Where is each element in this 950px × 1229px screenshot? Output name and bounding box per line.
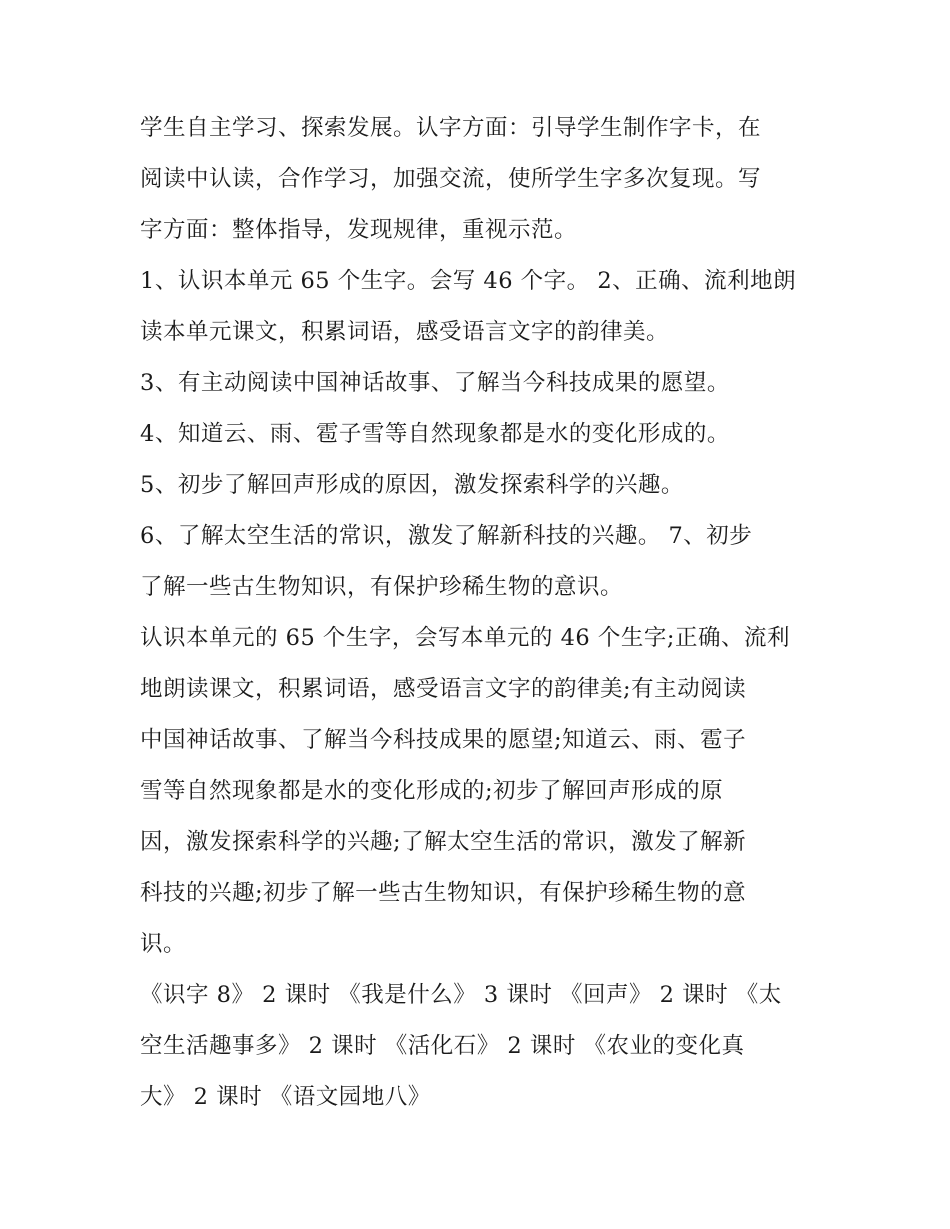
text-line: 4、知道云、雨、雹子雪等自然现象都是水的变化形成的。 bbox=[140, 421, 730, 447]
text-line: 空生活趣事多》 2 课时 《活化石》 2 课时 《农业的变化真 bbox=[140, 1033, 745, 1059]
text-line: 1、认识本单元 65 个生字。会写 46 个字。 2、正确、流利地朗 bbox=[140, 268, 797, 294]
text-line: 3、有主动阅读中国神话故事、了解当今科技成果的愿望。 bbox=[140, 370, 730, 396]
text-line: 科技的兴趣;初步了解一些古生物知识，有保护珍稀生物的意 bbox=[140, 880, 747, 906]
text-line: 地朗读课文，积累词语，感受语言文字的韵律美;有主动阅读 bbox=[140, 676, 747, 702]
text-line: 6、了解太空生活的常识，激发了解新科技的兴趣。 7、初步 bbox=[140, 523, 753, 549]
text-line: 字方面：整体指导，发现规律，重视示范。 bbox=[140, 217, 578, 243]
text-line: 因，激发探索科学的兴趣;了解太空生活的常识，激发了解新 bbox=[140, 829, 747, 855]
text-line: 雪等自然现象都是水的变化形成的;初步了解回声形成的原 bbox=[140, 778, 724, 804]
text-line: 学生自主学习、探索发展。认字方面：引导学生制作字卡，在 bbox=[140, 115, 762, 141]
text-line: 《识字 8》 2 课时 《我是什么》 3 课时 《回声》 2 课时 《太 bbox=[140, 982, 782, 1008]
text-line: 中国神话故事、了解当今科技成果的愿望;知道云、雨、雹子 bbox=[140, 727, 747, 753]
text-line: 大》 2 课时 《语文园地八》 bbox=[140, 1084, 431, 1110]
text-line: 认识本单元的 65 个生字，会写本单元的 46 个生字;正确、流利 bbox=[140, 625, 790, 651]
text-line: 5、初步了解回声形成的原因，激发探索科学的兴趣。 bbox=[140, 472, 684, 498]
text-line: 了解一些古生物知识，有保护珍稀生物的意识。 bbox=[140, 574, 624, 600]
text-line: 读本单元课文，积累词语，感受语言文字的韵律美。 bbox=[140, 319, 670, 345]
text-line: 识。 bbox=[140, 931, 187, 957]
text-line: 阅读中认读，合作学习，加强交流，使所学生字多次复现。写 bbox=[140, 166, 762, 192]
